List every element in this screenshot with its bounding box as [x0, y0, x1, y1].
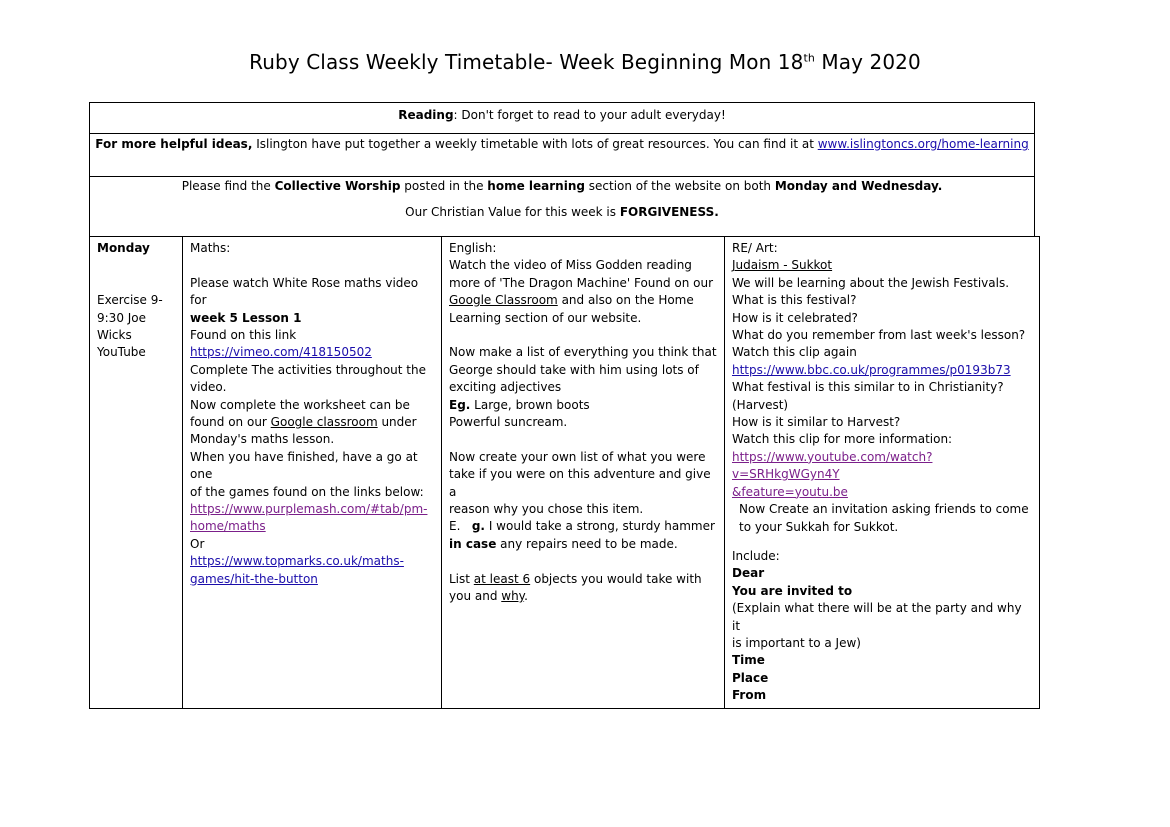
re-line: to your Sukkah for Sukkot.	[739, 519, 899, 534]
maths-line: Monday's maths lesson.	[190, 432, 335, 447]
english-line: and also on the Home	[557, 293, 694, 308]
english-line: List	[449, 571, 474, 586]
include-label: Include:	[732, 548, 780, 563]
maths-line: found on our	[190, 415, 271, 430]
title-date-end: May 2020	[814, 50, 921, 74]
eg-label: Eg.	[449, 397, 471, 412]
maths-line: of the games found on the links below:	[190, 484, 424, 499]
re-line: (Explain what there will be at the party and why it	[732, 601, 1022, 633]
maths-heading: Maths:	[190, 241, 231, 255]
place-label: Place	[732, 670, 769, 685]
re-line: Watch this clip again	[732, 345, 857, 360]
christian-value: FORGIVENESS.	[619, 205, 719, 219]
maths-cell	[183, 237, 442, 709]
re-line: What do you remember from last week's lesson?	[732, 328, 1026, 343]
english-line: E.	[449, 519, 472, 534]
from-label: From	[732, 688, 767, 703]
re-line: Watch this clip for more information:	[732, 432, 953, 447]
title-superscript: th	[803, 51, 815, 65]
english-line: George should take with him using lots of	[449, 362, 699, 377]
maths-or: Or	[190, 536, 205, 551]
english-line: more of 'The Dragon Machine' Found on our	[449, 275, 714, 290]
maths-line: Now complete the worksheet can be	[190, 397, 410, 412]
maths-line: Found on this link	[190, 328, 297, 343]
day-name: Monday	[97, 241, 150, 255]
day-line: 9:30 Joe	[97, 310, 147, 325]
maths-line: Complete The activities throughout the	[190, 362, 427, 377]
maths-line: under	[377, 415, 417, 430]
re-line: How is it celebrated?	[732, 310, 858, 325]
re-line: What festival is this similar to in Christianity?	[732, 380, 1004, 395]
english-line: I would take a strong, sturdy hammer	[485, 519, 715, 534]
timetable	[89, 236, 1040, 709]
english-line: g.	[471, 519, 485, 534]
maths-line: When you have finished, have a go at one	[190, 449, 418, 482]
topmarks-link[interactable]	[190, 553, 434, 588]
re-line: We will be learning about the Jewish Festivals.	[732, 275, 1010, 290]
re-art-cell	[725, 237, 1040, 709]
english-line: you and	[449, 589, 502, 604]
english-heading: English:	[449, 241, 497, 255]
english-line: Now create your own list of what you were	[449, 449, 706, 464]
english-cell	[442, 237, 725, 709]
dear-label: Dear	[732, 566, 765, 581]
re-topic: Judaism - Sukkot	[732, 258, 833, 273]
christian-value-line	[90, 205, 1034, 219]
worship-mid: posted in the	[400, 179, 488, 193]
re-line: What is this festival?	[732, 293, 857, 308]
maths-line: Please watch White Rose maths video for	[190, 275, 419, 308]
re-line: (Harvest)	[732, 397, 789, 412]
english-line: exciting adjectives	[449, 380, 562, 395]
worship-days: Monday and Wednesday.	[774, 179, 943, 193]
day-cell	[90, 237, 183, 709]
worship-mid2: section of the website on both	[584, 179, 775, 193]
time-label: Time	[732, 653, 765, 668]
in-case-label: in case	[449, 536, 497, 551]
table-row	[90, 237, 1040, 709]
english-line: reason why you chose this item.	[449, 502, 644, 517]
why-text: why	[501, 589, 525, 604]
purplemash-link-part[interactable]: home/maths	[190, 519, 266, 534]
youtube-link-part[interactable]: https://www.youtube.com/watch?v=SRHkgWGyn4Y	[732, 449, 933, 482]
reading-notice	[89, 102, 1035, 134]
re-line: How is it similar to Harvest?	[732, 415, 901, 430]
page-title	[0, 50, 1170, 74]
at-least-text: at least 6	[473, 571, 531, 586]
invited-label: You are invited to	[732, 583, 853, 598]
english-line: Watch the video of Miss Godden reading	[449, 258, 692, 273]
collective-worship-label: Collective Worship	[274, 179, 401, 193]
ideas-notice	[89, 133, 1035, 177]
google-classroom-text: Google classroom	[270, 415, 378, 430]
maths-lesson: week 5 Lesson 1	[190, 310, 302, 325]
day-line: Wicks	[97, 328, 132, 342]
maths-line: video.	[190, 380, 227, 395]
ideas-text: Islington have put together a weekly timetable with lots of great resources. You can find it at	[252, 137, 818, 151]
english-line: Learning section of our website.	[449, 310, 642, 325]
english-line: objects you would take with	[530, 571, 702, 586]
vimeo-link[interactable]: https://vimeo.com/418150502	[190, 345, 372, 360]
youtube-link-part[interactable]: &feature=youtu.be	[732, 484, 848, 499]
title-text: Ruby Class Weekly Timetable- Week Beginning Mon 18	[249, 50, 804, 74]
re-line: Now Create an invitation asking friends to come	[739, 502, 1029, 517]
purplemash-link[interactable]	[190, 501, 434, 536]
english-line: Now make a list of everything you think that	[449, 345, 717, 360]
worship-pre: Please find the	[181, 179, 275, 193]
home-learning-label: home learning	[487, 179, 585, 193]
worship-line	[90, 179, 1034, 193]
value-pre: Our Christian Value for this week is	[405, 205, 620, 219]
english-line: any repairs need to be made.	[496, 536, 678, 551]
islington-link[interactable]: www.islingtoncs.org/home-learning	[817, 137, 1029, 151]
english-line: Large, brown boots	[470, 397, 590, 412]
bbc-link[interactable]: https://www.bbc.co.uk/programmes/p0193b73	[732, 362, 1011, 377]
ideas-label: For more helpful ideas,	[95, 137, 253, 151]
re-heading: RE/ Art:	[732, 241, 778, 255]
topmarks-link-part[interactable]: https://www.topmarks.co.uk/maths-	[190, 554, 404, 569]
english-line: Powerful suncream.	[449, 415, 568, 430]
worship-notice	[89, 176, 1035, 237]
topmarks-link-part[interactable]: games/hit-the-button	[190, 571, 318, 586]
day-line: Exercise 9-	[97, 293, 163, 308]
day-line: YouTube	[97, 345, 146, 360]
reading-label: Reading	[398, 108, 454, 122]
purplemash-link-part[interactable]: https://www.purplemash.com/#tab/pm-	[190, 502, 428, 517]
english-line: take if you were on this adventure and give a	[449, 467, 711, 499]
english-line: .	[524, 589, 528, 604]
reading-text: : Don't forget to read to your adult everyday!	[453, 108, 726, 122]
re-line: is important to a Jew)	[732, 635, 861, 650]
google-classroom-text: Google Classroom	[449, 293, 558, 308]
youtube-link[interactable]	[732, 449, 1032, 501]
